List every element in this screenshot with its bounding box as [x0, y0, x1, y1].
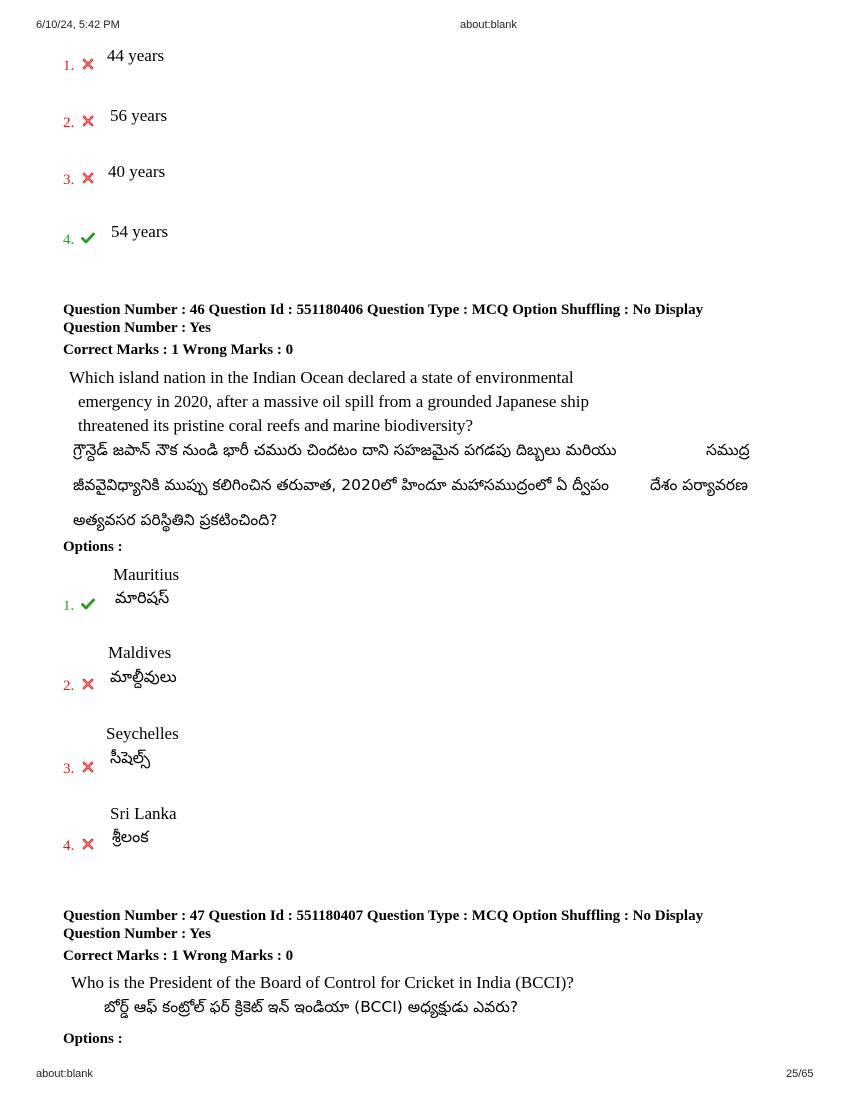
option-number: 2. — [63, 678, 75, 694]
option-text-telugu: సీషెల్స్ — [110, 748, 151, 767]
marks-line: Correct Marks : 1 Wrong Marks : 0 — [63, 948, 294, 964]
option-number: 2. — [63, 115, 75, 131]
option-text-telugu: మాల్దీవులు — [110, 667, 177, 686]
question-text-line: Which island nation in the Indian Ocean declared a state of environmental — [69, 368, 574, 387]
print-title: about:blank — [460, 19, 517, 31]
option-text: Sri Lanka — [110, 804, 177, 823]
cross-icon — [82, 678, 94, 690]
option-text-telugu: మారిషస్ — [115, 588, 170, 607]
cross-icon — [82, 761, 94, 773]
options-label: Options : — [63, 1031, 123, 1047]
option-number: 3. — [63, 172, 75, 188]
option-text: Maldives — [108, 643, 172, 662]
question-text-telugu: బోర్డ్ ఆఫ్ కంట్రోల్ ఫర్ క్రికెట్ ఇన్ ఇండియా (BCCI) అధ్యక్షుడు ఎవరు? — [104, 998, 519, 1016]
question-text-telugu: సముద్ర — [706, 441, 750, 459]
option-text: 44 years — [107, 46, 165, 65]
question-header: Question Number : 46 Question Id : 551180406 Question Type : MCQ Option Shuffling : No Display — [63, 302, 704, 318]
option-number: 3. — [63, 761, 75, 777]
option-text: 56 years — [110, 106, 168, 125]
option-text-telugu: శ్రీలంక — [112, 827, 149, 846]
option-text: 54 years — [111, 222, 169, 241]
marks-line: Correct Marks : 1 Wrong Marks : 0 — [63, 342, 294, 358]
option-number: 4. — [63, 232, 75, 248]
question-text-telugu: గ్రౌన్దెడ్ జపాన్ నౌక నుండి భారీ చమురు చిందటం దాని సహజమైన పగడపు దిబ్బలు మరియు — [73, 441, 617, 459]
option-number: 1. — [63, 58, 75, 74]
question-text-line: emergency in 2020, after a massive oil spill from a grounded Japanese ship — [78, 392, 589, 411]
question-text-line: threatened its pristine coral reefs and marine biodiversity? — [78, 416, 474, 435]
question-header: Question Number : 47 Question Id : 551180407 Question Type : MCQ Option Shuffling : No Display — [63, 908, 704, 924]
question-text-telugu: అత్యవసర పరిస్థితిని ప్రకటించింది? — [73, 511, 278, 529]
cross-icon — [82, 115, 94, 127]
question-text-line: Who is the President of the Board of Control for Cricket in India (BCCI)? — [71, 973, 574, 992]
print-footer-url: about:blank — [36, 1068, 93, 1080]
options-label: Options : — [63, 539, 123, 555]
option-text: Seychelles — [106, 724, 179, 743]
check-icon — [81, 232, 95, 244]
cross-icon — [82, 172, 94, 184]
cross-icon — [82, 838, 94, 850]
cross-icon — [82, 58, 94, 70]
question-text-telugu: జీవవైవిధ్యానికి ముప్పు కలిగించిన తరువాత, 2020లో హిందూ మహాసముద్రంలో ఏ ద్వీపం — [73, 476, 609, 494]
print-datetime: 6/10/24, 5:42 PM — [36, 19, 120, 31]
option-text: Mauritius — [113, 565, 180, 584]
page-number: 25/65 — [786, 1068, 814, 1080]
option-number: 4. — [63, 838, 75, 854]
question-header-cont: Question Number : Yes — [63, 926, 211, 942]
question-header-cont: Question Number : Yes — [63, 320, 211, 336]
option-text: 40 years — [108, 162, 166, 181]
question-text-telugu: దేశం పర్యావరణ — [650, 476, 748, 494]
check-icon — [81, 598, 95, 610]
option-number: 1. — [63, 598, 75, 614]
